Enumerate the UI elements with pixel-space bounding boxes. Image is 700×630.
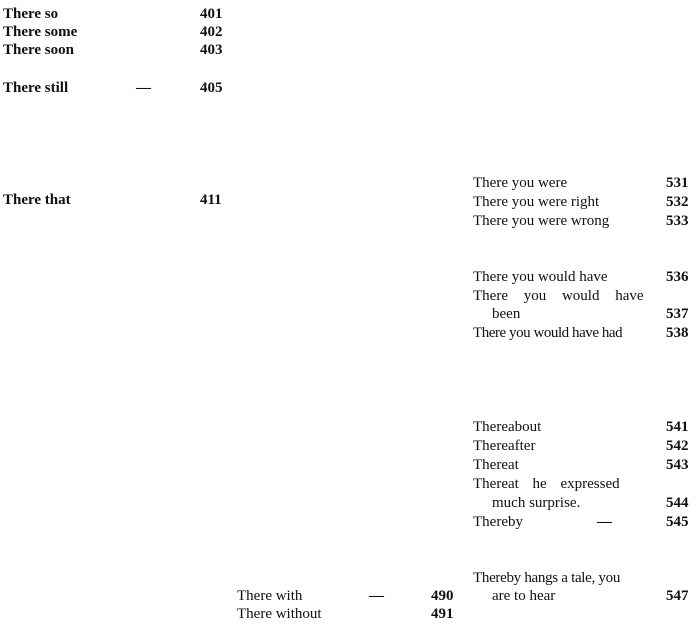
code-538: 538: [666, 325, 689, 341]
code-403: 403: [200, 42, 223, 58]
dash-545: —: [597, 514, 612, 530]
phrase-are-to-hear-continuation: are to hear: [492, 588, 556, 604]
phrase-there-you-would-have-been: There you would have: [473, 288, 644, 304]
phrase-been-continuation: been: [492, 306, 521, 322]
code-545: 545: [666, 514, 689, 530]
phrase-there-you-were-wrong: There you were wrong: [473, 213, 610, 229]
code-490: 490: [431, 588, 454, 604]
phrase-thereabout: Thereabout: [473, 419, 542, 435]
phrase-thereafter: Thereafter: [473, 438, 536, 454]
code-402: 402: [200, 24, 223, 40]
code-536: 536: [666, 269, 689, 285]
code-533: 533: [666, 213, 689, 229]
phrase-thereby: Thereby: [473, 514, 523, 530]
phrase-much-surprise-continuation: much surprise.: [492, 495, 581, 511]
code-531: 531: [666, 175, 689, 191]
phrase-there-still: There still: [3, 80, 69, 96]
phrase-there-so: There so: [3, 6, 59, 22]
code-537: 537: [666, 306, 689, 322]
phrase-there-with: There with: [237, 588, 303, 604]
phrase-there-you-would-have-had: There you would have had: [473, 325, 623, 341]
phrase-thereat: Thereat: [473, 457, 519, 473]
code-405: 405: [200, 80, 223, 96]
code-401: 401: [200, 6, 223, 22]
dash-405: —: [136, 80, 151, 96]
phrase-there-you-would-have: There you would have: [473, 269, 608, 285]
phrase-there-that: There that: [3, 192, 71, 208]
phrase-there-you-were: There you were: [473, 175, 568, 191]
phrase-there-soon: There soon: [3, 42, 74, 58]
code-547: 547: [666, 588, 689, 604]
phrase-there-without: There without: [237, 606, 322, 622]
phrase-there-you-were-right: There you were right: [473, 194, 600, 210]
phrase-there-some: There some: [3, 24, 78, 40]
code-541: 541: [666, 419, 689, 435]
phrase-thereby-hangs-a-tale: Thereby hangs a tale, you: [473, 570, 621, 586]
phrase-thereat-he-expressed: Thereat he expressed: [473, 476, 620, 492]
code-411: 411: [200, 192, 222, 208]
code-491: 491: [431, 606, 454, 622]
code-542: 542: [666, 438, 689, 454]
dash-490: —: [369, 588, 384, 604]
code-532: 532: [666, 194, 689, 210]
code-544: 544: [666, 495, 689, 511]
code-543: 543: [666, 457, 689, 473]
